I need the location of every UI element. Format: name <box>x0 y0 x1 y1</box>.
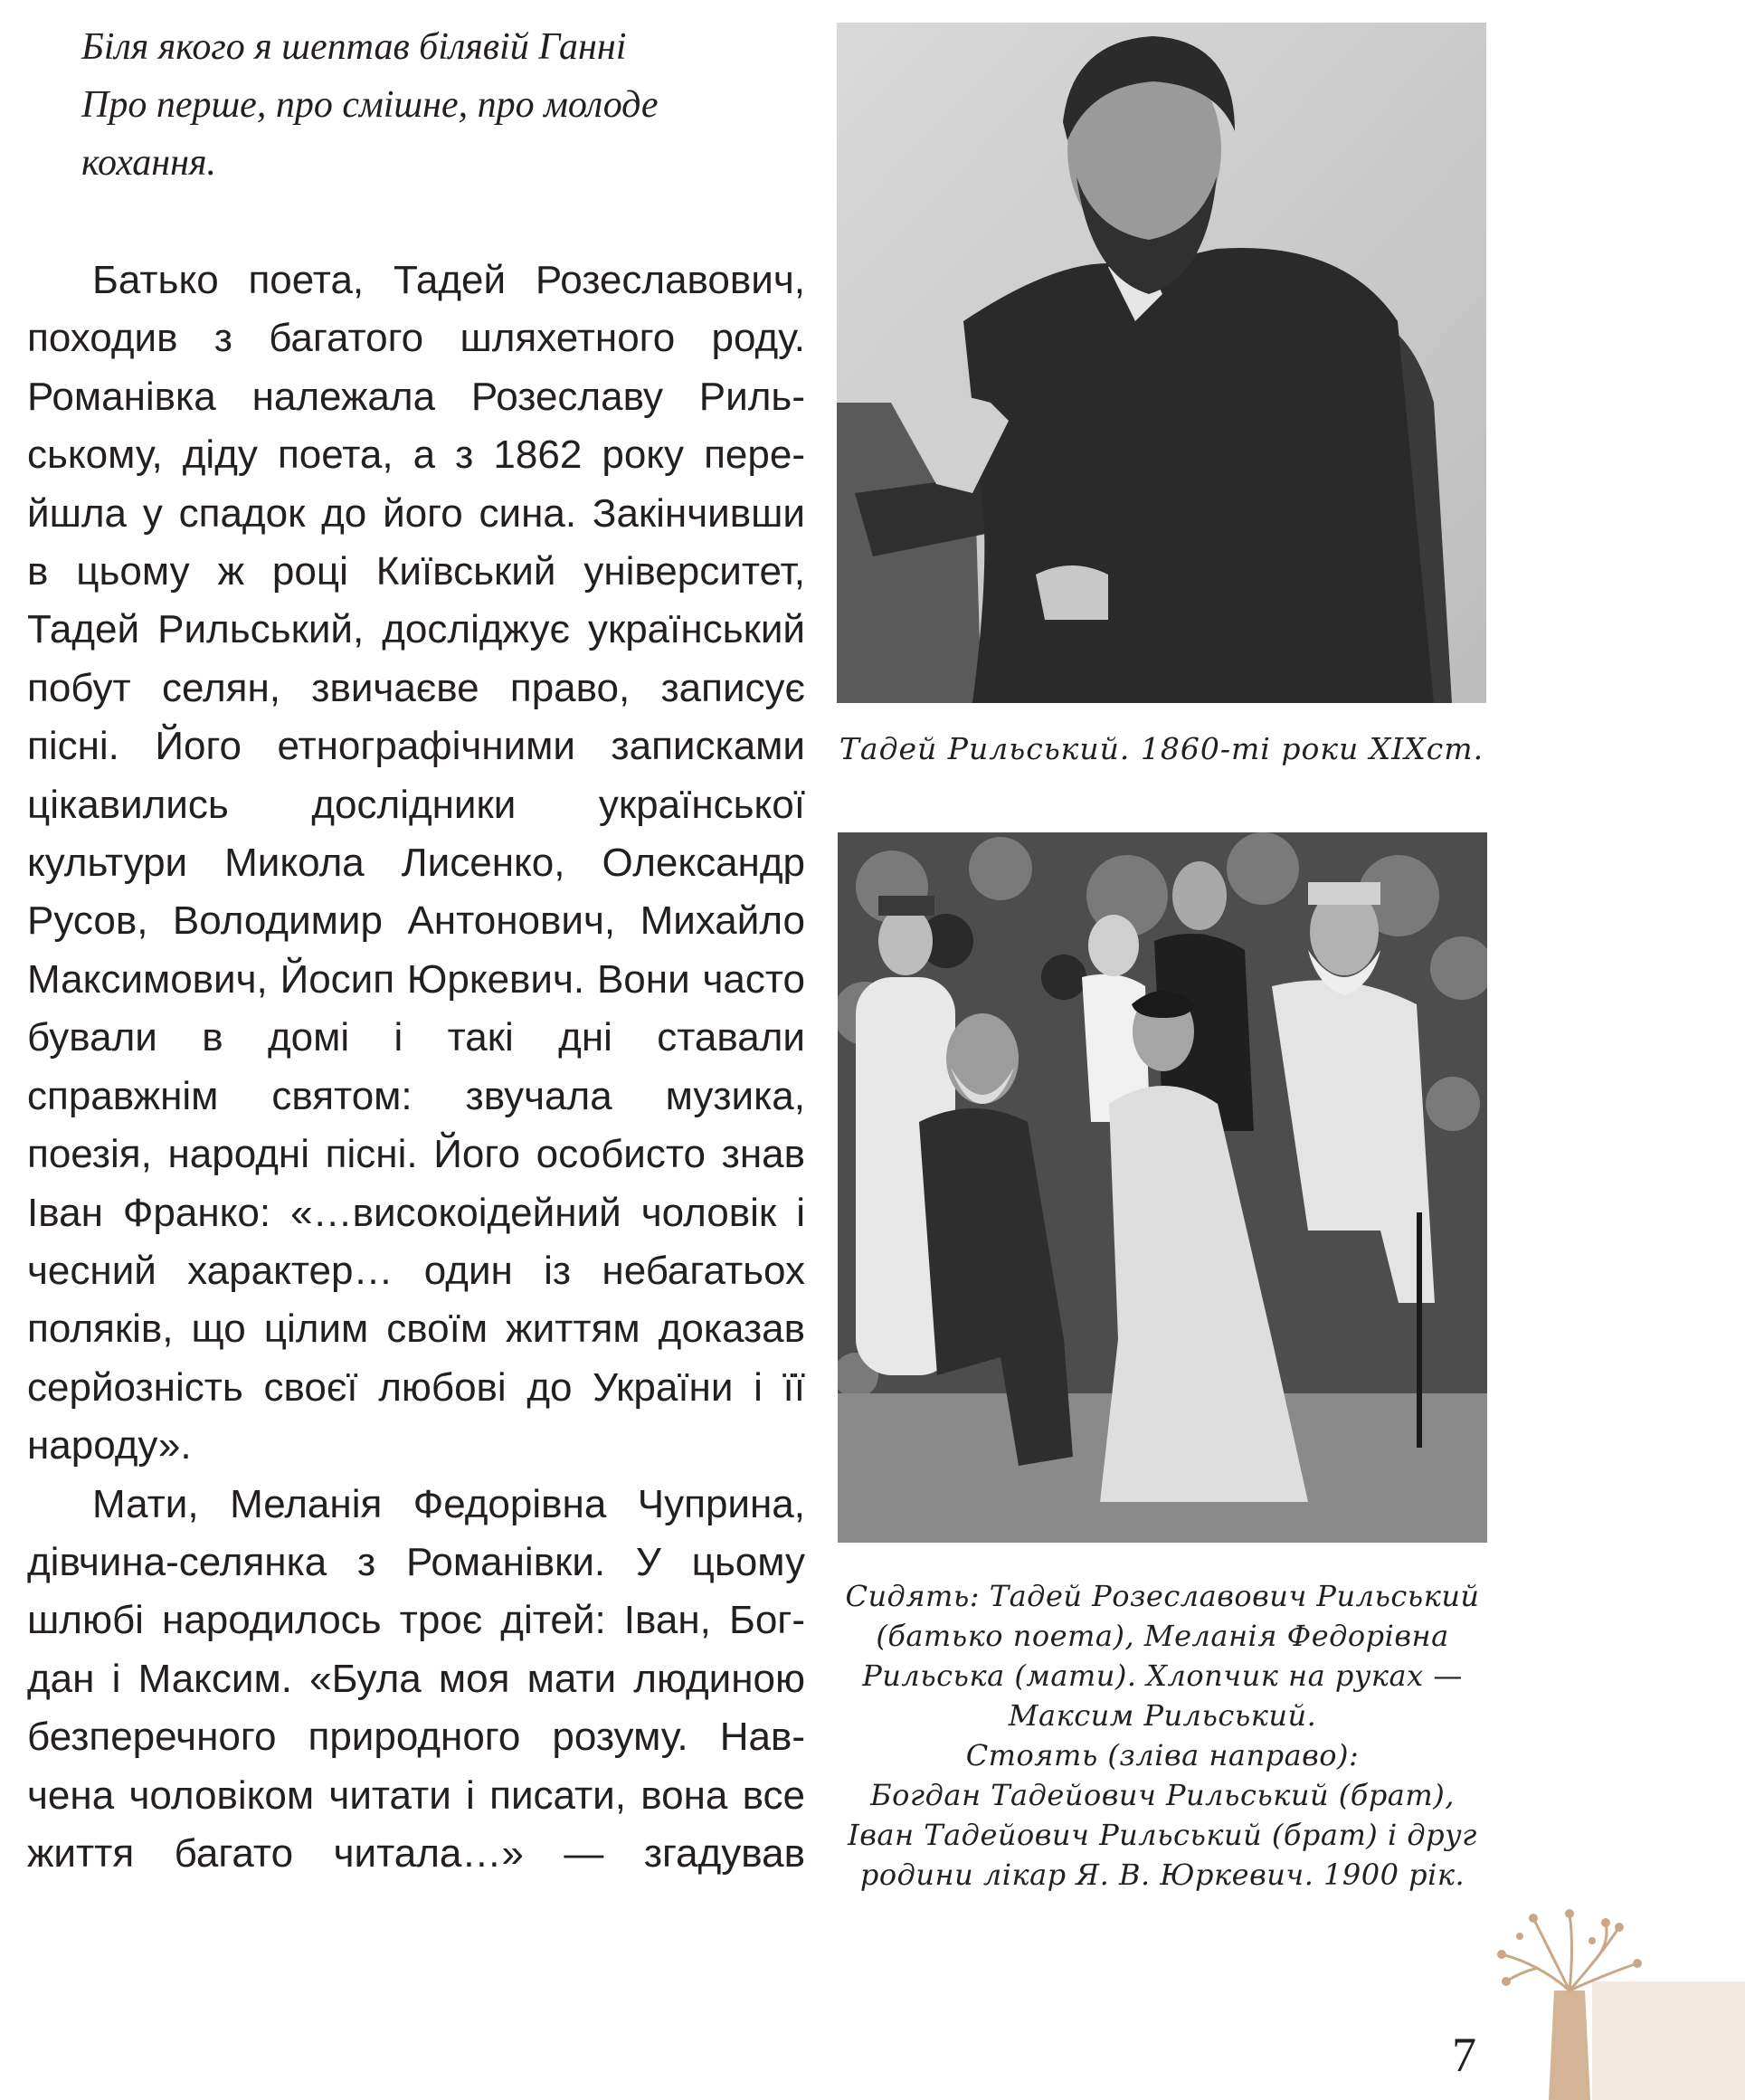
family-caption-line: (батько поета), Меланія Федорівна <box>876 1619 1449 1653</box>
family-caption-line: Стоять (зліва направо): <box>965 1738 1360 1772</box>
poem-line: кохання. <box>81 142 216 184</box>
poem-line: Біля якого я шептав білявій Ганні <box>81 26 627 68</box>
portrait-photo <box>837 23 1486 703</box>
page-number: 7 <box>1452 2028 1476 2082</box>
family-caption-line: родини лікар Я. В. Юркевич. 1900 рік. <box>859 1858 1465 1892</box>
tree-decoration-icon <box>1484 1909 1745 2100</box>
family-caption-line: Іван Тадейович Рильський (брат) і друг <box>848 1818 1477 1852</box>
portrait-photo-image <box>837 23 1486 703</box>
paragraph-father: Батько поета, Тадей Розеславович, походив з багатого шляхетного роду. Романівка належала Розеславу Рильському, діду поета, а з 1862 року перейшла у спадок до його сина. Закінчивши в цьому ж році Київський університет, Тадей Рильський, досліджує український побут селян, звичаєве право, записує пісні. Його етнографічними записками цікавились дослідники української культури Микола Лисенко, Олександр Русов, Володимир Антонович, Михайло Максимович, Йосип Юркевич. Вони часто бували в домі і такі дні ставали справжнім святом: звучала музика, поезія, народні пісні. Його особисто знав Іван Франко: «…високоідейний чоловік і чесний характер… один із небагатьох поляків, що цілим своїм життям доказав серйозність своєї любові до України і її народу». <box>27 258 805 1468</box>
paragraph-mother: Мати, Меланія Федорівна Чуприна, дівчина-селянка з Романівки. У цьому шлюбі народилось троє дітей: Іван, Богдан і Максим. «Була моя мати людиною безперечного природного розуму. Навчена чоловіком читати і писати, вона все життя багато читала…» — згадував <box>27 1481 805 1876</box>
poem-excerpt <box>81 18 823 192</box>
portrait-caption: Тадей Рильський. 1860-ті роки XIXст. <box>839 731 1484 766</box>
family-caption-line: Сидять: Тадей Розеславович Рильський <box>845 1579 1480 1613</box>
family-caption-line: Максим Рильський. <box>1008 1698 1317 1733</box>
family-photo <box>838 832 1487 1543</box>
family-caption-line: Рильська (мати). Хлопчик на руках — <box>862 1658 1463 1693</box>
family-caption-line: Богдан Тадейович Рильський (брат), <box>870 1778 1455 1812</box>
family-photo-image <box>838 832 1487 1543</box>
poem-line: Про перше, про смішне, про молоде <box>81 84 659 126</box>
family-caption <box>823 1576 1502 1895</box>
main-text <box>27 252 805 1883</box>
